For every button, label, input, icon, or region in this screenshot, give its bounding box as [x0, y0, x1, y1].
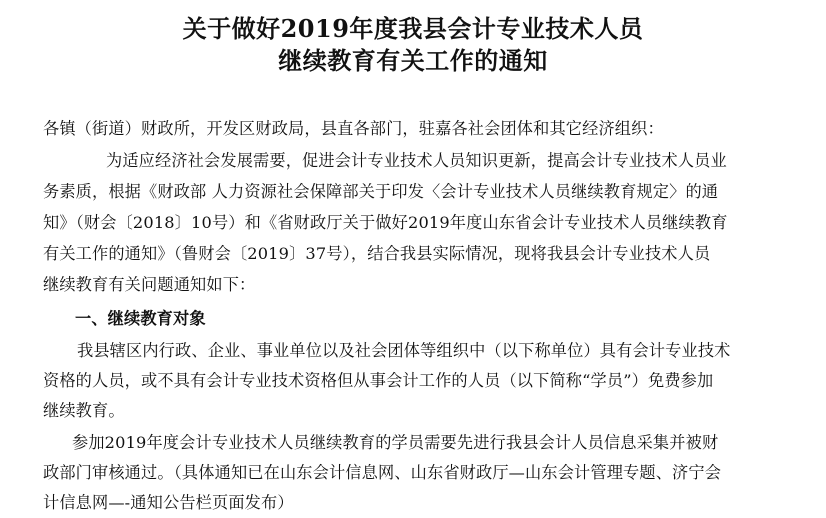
paragraph-2-line-3: 继续教育。 [43, 401, 125, 420]
paragraph-2-line-1: 我县辖区内行政、企业、事业单位以及社会团体等组织中（以下称单位）具有会计专业技术 [77, 341, 731, 360]
paragraph-3-line-1: 参加2019年度会计专业技术人员继续教育的学员需要先进行我县会计人员信息采集并被财 [72, 433, 719, 452]
document-title-line-1: 关于做好2019年度我县会计专业技术人员 [182, 14, 644, 43]
section-1-heading: 一、继续教育对象 [75, 309, 206, 328]
document-title-line-2: 继续教育有关工作的通知 [278, 46, 548, 75]
paragraph-3-line-2: 政部门审核通过。（具体通知已在山东会计信息网、山东省财政厅—山东会计管理专题、济宁会 [43, 463, 722, 482]
paragraph-3-line-3: 计信息网—-通知公告栏页面发布） [43, 493, 294, 512]
paragraph-1-line-2: 务素质，根据《财政部 人力资源社会保障部关于印发〈会计专业技术人员继续教育规定〉的通 [43, 182, 719, 201]
paragraph-1-line-3: 知》（财会〔2018〕10号）和《省财政厅关于做好2019年度山东省会计专业技术人员继续教育 [43, 213, 728, 232]
paragraph-1-line-4: 有关工作的通知》（鲁财会〔2019〕37号），结合我县实际情况，现将我县会计专业技术人员 [43, 244, 711, 263]
paragraph-1-line-1: 为适应经济社会发展需要，促进会计专业技术人员知识更新，提高会计专业技术人员业 [106, 151, 727, 170]
salutation: 各镇（街道）财政所，开发区财政局，县直各部门，驻嘉各社会团体和其它经济组织： [43, 119, 664, 138]
paragraph-2-line-2: 资格的人员，或不具有会计专业技术资格但从事会计工作的人员（以下简称“学员”）免费参加 [43, 371, 714, 390]
paragraph-1-line-5: 继续教育有关问题通知如下： [43, 275, 256, 294]
